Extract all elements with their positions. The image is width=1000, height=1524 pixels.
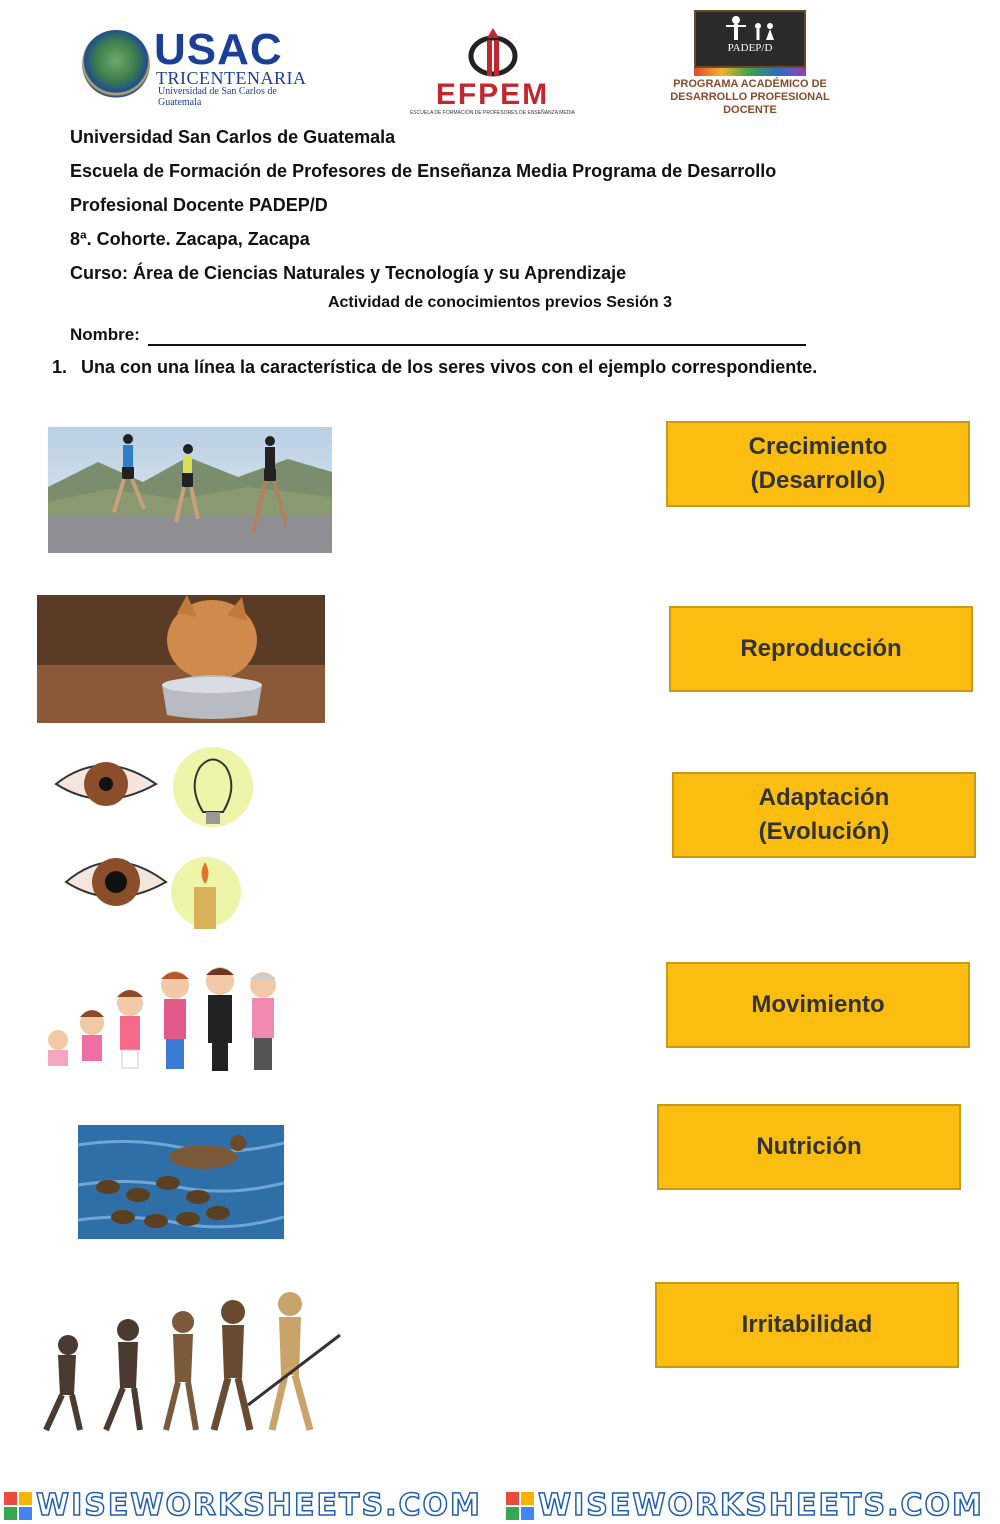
usac-logo-subtitle: Universidad de San Carlos de Guatemala: [158, 86, 277, 108]
runners-photo[interactable]: [48, 427, 332, 553]
question-text: Una con una línea la característica de los seres vivos con el ejemplo correspondiente.: [81, 357, 818, 377]
growth-stages-photo[interactable]: [30, 955, 302, 1093]
ducks-illustration: [78, 1125, 284, 1239]
question-number: 1.: [52, 357, 68, 377]
padep-chalkboard: [694, 10, 806, 68]
footer-watermark: [0, 1486, 1000, 1524]
human-evolution-illustration: [28, 1290, 344, 1436]
answer-box-label: Irritabilidad: [741, 1311, 873, 1338]
name-label: Nombre:: [70, 325, 140, 344]
efpem-logo: [405, 26, 580, 116]
padep-name: PADEP/D: [727, 42, 773, 54]
answer-box-sublabel: (Desarrollo): [750, 467, 886, 494]
answer-box-movimiento[interactable]: [666, 962, 970, 1048]
answer-box-irritabilidad[interactable]: [655, 1282, 959, 1368]
teacher-children-icon: [696, 14, 804, 44]
padep-caption-line-2: DESARROLLO PROFESIONAL DOCENTE: [670, 91, 830, 116]
efpem-emblem-icon: [463, 26, 523, 82]
cat-eating-illustration: [37, 595, 325, 723]
header-program: Profesional Docente PADEP/D: [70, 195, 328, 215]
answer-box-sublabel: (Evolución): [758, 818, 890, 845]
question-1: [52, 357, 817, 378]
ducks-photo[interactable]: [78, 1125, 284, 1239]
answer-box-adaptacion[interactable]: [672, 772, 976, 858]
usac-logo-word: USAC: [154, 25, 283, 74]
padep-color-strip: [694, 68, 806, 76]
answer-box-label: Reproducción: [740, 635, 902, 662]
answer-box-nutricion[interactable]: [657, 1104, 961, 1190]
activity-title: Actividad de conocimientos previos Sesión 3: [327, 294, 673, 311]
name-input-line[interactable]: [148, 344, 806, 346]
answer-box-crecimiento[interactable]: [666, 421, 970, 507]
answer-box-label: Movimiento: [751, 991, 885, 1018]
header-university: Universidad San Carlos de Guatemala: [70, 127, 396, 147]
padep-caption: [660, 78, 840, 117]
header-cohort: 8ª. Cohorte. Zacapa, Zacapa: [70, 229, 310, 249]
answer-box-label: Crecimiento: [748, 433, 888, 460]
eyes-light-photo[interactable]: [48, 742, 270, 934]
wiseworksheets-logo-icon: [4, 1492, 32, 1520]
efpem-logo-word: EFPEM: [435, 78, 550, 111]
padep-logo: [660, 10, 840, 116]
usac-logo-tricentenaria: TRICENTENARIA: [156, 68, 307, 88]
usac-logo: [80, 25, 307, 108]
human-evolution-photo[interactable]: [28, 1290, 344, 1436]
cat-eating-photo[interactable]: [37, 595, 325, 723]
answer-box-reproduccion[interactable]: [669, 606, 973, 692]
answer-box-label: Adaptación: [758, 784, 890, 811]
eyes-light-illustration: [48, 742, 270, 934]
header-school: Escuela de Formación de Profesores de Enseñanza Media Programa de Desarrollo: [70, 161, 777, 181]
answer-box-label: Nutrición: [756, 1133, 862, 1160]
watermark-text: WISEWORKSHEETS.COM: [538, 1488, 984, 1523]
growth-stages-illustration: [30, 955, 302, 1093]
padep-caption-line-1: PROGRAMA ACADÉMICO DE: [673, 78, 827, 90]
header-course: Curso: Área de Ciencias Naturales y Tecnología y su Aprendizaje: [70, 263, 627, 283]
usac-seal-icon: [82, 30, 150, 98]
efpem-logo-subtitle: ESCUELA DE FORMACIÓN DE PROFESORES DE ENSEÑANZA MEDIA: [409, 110, 576, 116]
wiseworksheets-logo-icon: [506, 1492, 534, 1520]
runners-illustration: [48, 427, 332, 553]
watermark-text: WISEWORKSHEETS.COM: [36, 1488, 482, 1523]
